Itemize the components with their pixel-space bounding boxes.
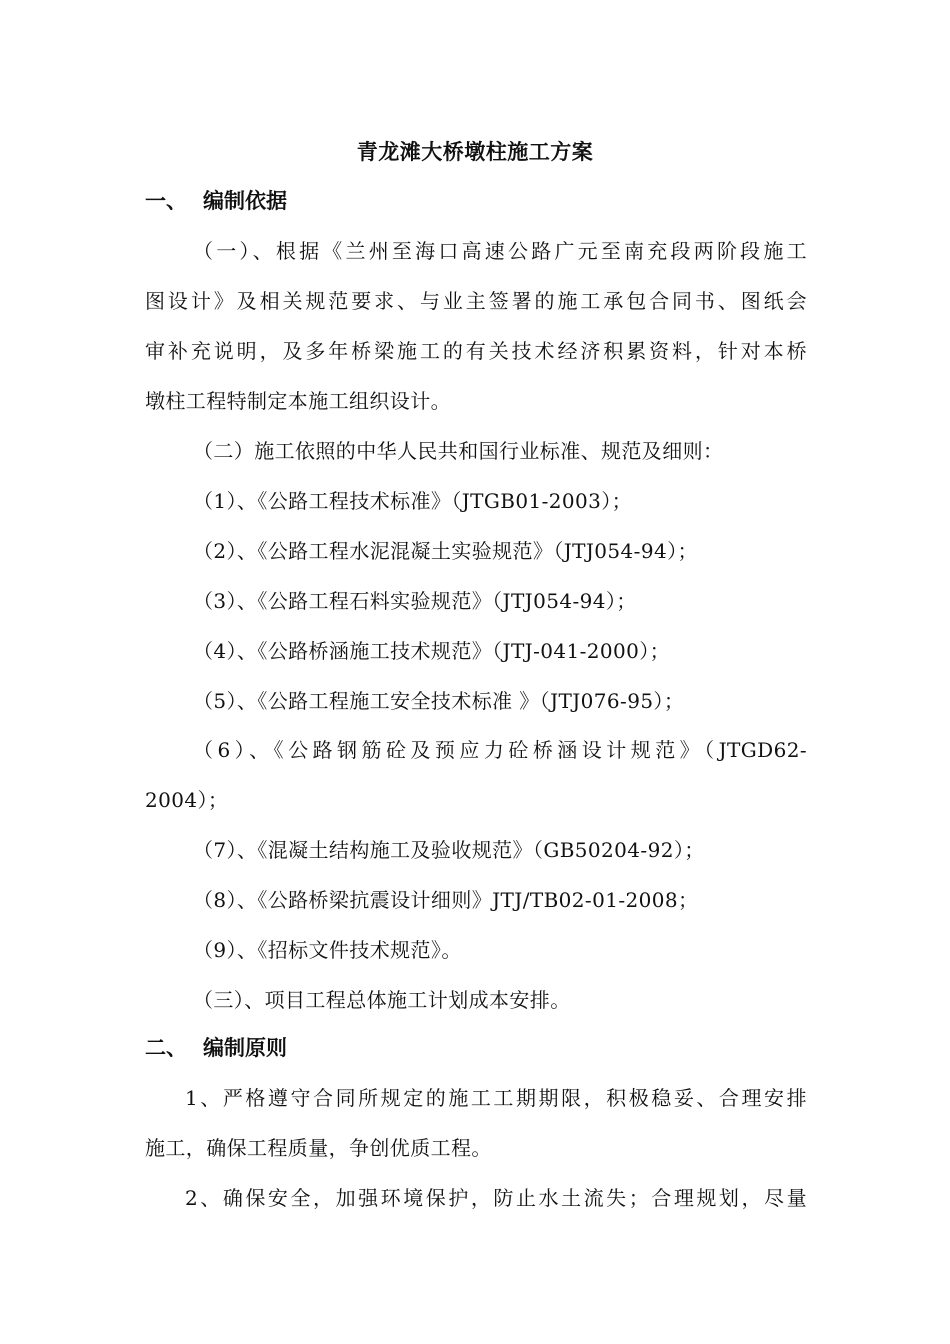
paragraph-line: 墩柱工程特制定本施工组织设计。: [145, 389, 451, 413]
list-item: （2）、《公路工程水泥混凝土实验规范》（JTJ054-94）；: [193, 539, 698, 563]
section-heading-1: [145, 186, 287, 216]
list-item-continuation: 2004）；: [145, 788, 229, 812]
paragraph-line: 1、严格遵守合同所规定的施工工期期限，积极稳妥、合理安排: [185, 1086, 807, 1110]
document-title: 青龙滩大桥墩柱施工方案: [356, 139, 594, 164]
paragraph-line: （二）施工依照的中华人民共和国行业标准、规范及细则：: [193, 439, 724, 463]
list-item: （5）、《公路工程施工安全技术标准 》（JTJ076-95）；: [193, 689, 685, 713]
section-heading-text: 编制原则: [203, 1035, 287, 1060]
paragraph-line: （一）、根据《兰州至海口高速公路广元至南充段两阶段施工: [193, 239, 807, 263]
section-number: 二、: [145, 1035, 187, 1060]
section-heading-text: 编制依据: [203, 188, 287, 213]
list-item: （1）、《公路工程技术标准》（JTGB01-2003）；: [193, 489, 633, 513]
paragraph-line: 图设计》及相关规范要求、与业主签署的施工承包合同书、图纸会: [145, 289, 807, 313]
list-item: （8）、《公路桥梁抗震设计细则》JTJ/TB02-01-2008；: [193, 888, 699, 912]
section-heading-2: [145, 1033, 287, 1063]
list-item: （6）、《公路钢筋砼及预应力砼桥涵设计规范》（JTGD62-: [193, 738, 807, 762]
paragraph-line: 2、确保安全，加强环境保护，防止水土流失；合理规划，尽量: [185, 1186, 807, 1210]
list-item: （7）、《混凝土结构施工及验收规范》（GB50204-92）；: [193, 838, 705, 862]
paragraph-line: 施工，确保工程质量，争创优质工程。: [145, 1136, 492, 1160]
list-item: （4）、《公路桥涵施工技术规范》（JTJ-041-2000）；: [193, 639, 671, 663]
list-item: （9）、《招标文件技术规范》。: [193, 938, 462, 962]
section-number: 一、: [145, 188, 187, 213]
list-item: （3）、《公路工程石料实验规范》（JTJ054-94）；: [193, 589, 637, 613]
paragraph-line: （三）、项目工程总体施工计划成本安排。: [193, 988, 571, 1012]
paragraph-line: 审补充说明，及多年桥梁施工的有关技术经济积累资料，针对本桥: [145, 339, 807, 363]
